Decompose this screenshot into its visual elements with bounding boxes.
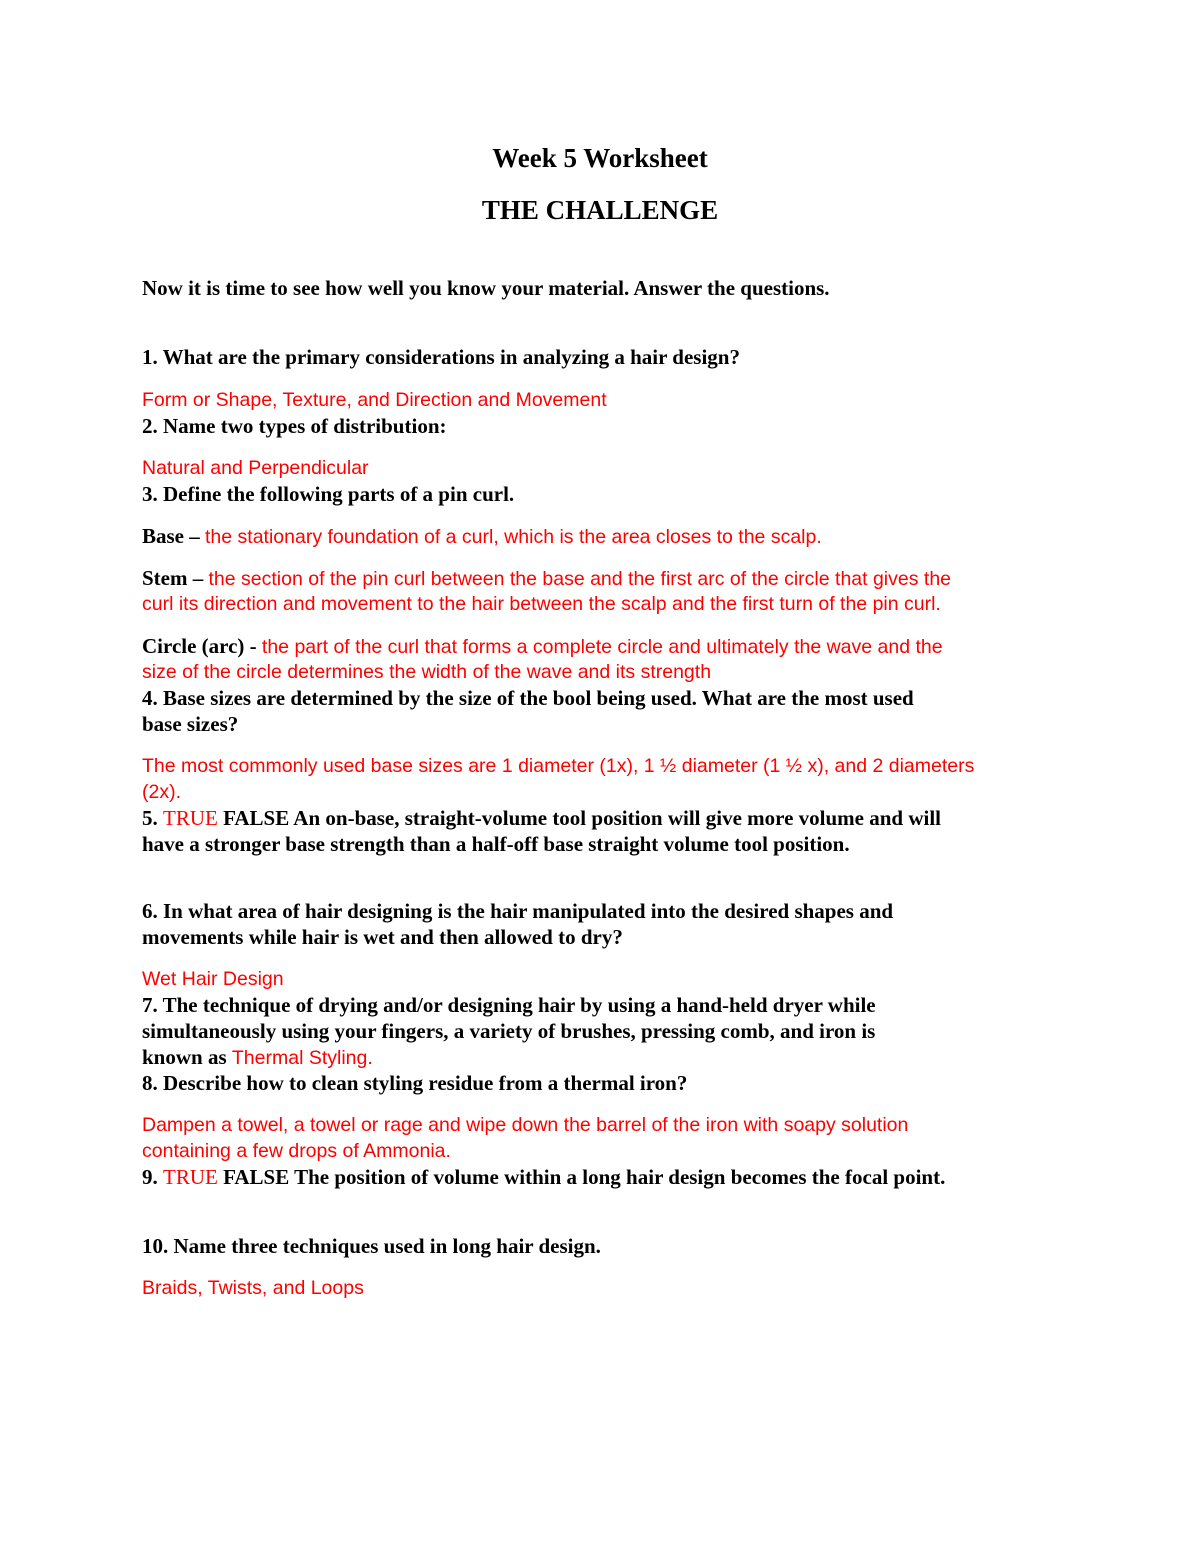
stem-definition [142,565,951,592]
question-4-line-1: 4. Base sizes are determined by the size of the bool being used. What are the most used [142,686,914,710]
circle-def-line-2: size of the circle determines the width of the wave and its strength [142,661,712,683]
q5-text-1: An on-base, straight-volume tool position will give more volume and will [289,806,942,830]
q5-false: FALSE [217,806,290,830]
answer-2: Natural and Perpendicular [142,457,369,479]
base-def: the stationary foundation of a curl, which is the area closes to the scalp. [205,526,822,548]
question-10: 10. Name three techniques used in long hair design. [142,1234,601,1258]
circle-def-line-1: the part of the curl that forms a complete circle and ultimately the wave and the [261,636,943,658]
question-7-line-2: simultaneously using your fingers, a variety of brushes, pressing comb, and iron is [142,1019,876,1043]
stem-def-line-1: the section of the pin curl between the base and the first arc of the circle that gives the [208,568,952,590]
question-2: 2. Name two types of distribution: [142,414,447,438]
circle-definition [142,633,943,660]
q5-number: 5. [142,806,163,830]
answer-8-line-2: containing a few drops of Ammonia. [142,1140,451,1162]
circle-label: Circle (arc) - [142,634,262,658]
instructions: Now it is time to see how well you know your material. Answer the questions. [142,276,830,300]
q5-true-selected: TRUE [163,806,218,830]
base-label: Base – [142,524,205,548]
question-3: 3. Define the following parts of a pin curl. [142,482,515,506]
question-9 [142,1164,945,1190]
question-1: 1. What are the primary considerations in analyzing a hair design? [142,345,740,369]
question-7-line-1: 7. The technique of drying and/or designing hair by using a hand-held dryer while [142,993,876,1017]
answer-7: Thermal Styling. [231,1047,373,1069]
answer-10: Braids, Twists, and Loops [142,1277,364,1299]
q7-text-3: known as [142,1045,232,1069]
stem-def-line-2: curl its direction and movement to the hair between the scalp and the first turn of the pin curl. [142,593,941,615]
page-subtitle: THE CHALLENGE [481,195,719,225]
question-7-line-3 [142,1044,373,1071]
q9-false: FALSE [217,1165,290,1189]
question-8: 8. Describe how to clean styling residue from a thermal iron? [142,1071,688,1095]
question-5-line-2: have a stronger base strength than a half-off base straight volume tool position. [142,832,850,856]
answer-8-line-1: Dampen a towel, a towel or rage and wipe down the barrel of the iron with soapy solution [142,1114,909,1136]
question-5-line-1 [142,805,941,831]
question-6-line-1: 6. In what area of hair designing is the hair manipulated into the desired shapes and [142,899,894,923]
answer-6: Wet Hair Design [142,968,284,990]
stem-label: Stem – [142,566,209,590]
q9-true-selected: TRUE [163,1165,218,1189]
page-title: Week 5 Worksheet [492,143,708,173]
answer-4-line-1: The most commonly used base sizes are 1 diameter (1x), 1 ½ diameter (1 ½ x), and 2 diameters [142,755,975,777]
question-6-line-2: movements while hair is wet and then allowed to dry? [142,925,623,949]
answer-1: Form or Shape, Texture, and Direction and Movement [142,389,607,411]
answer-4-line-2: (2x). [142,781,181,803]
q9-text: The position of volume within a long hair design becomes the focal point. [289,1165,946,1189]
question-4-line-2: base sizes? [142,712,239,736]
q9-number: 9. [142,1165,163,1189]
base-definition [142,523,822,550]
